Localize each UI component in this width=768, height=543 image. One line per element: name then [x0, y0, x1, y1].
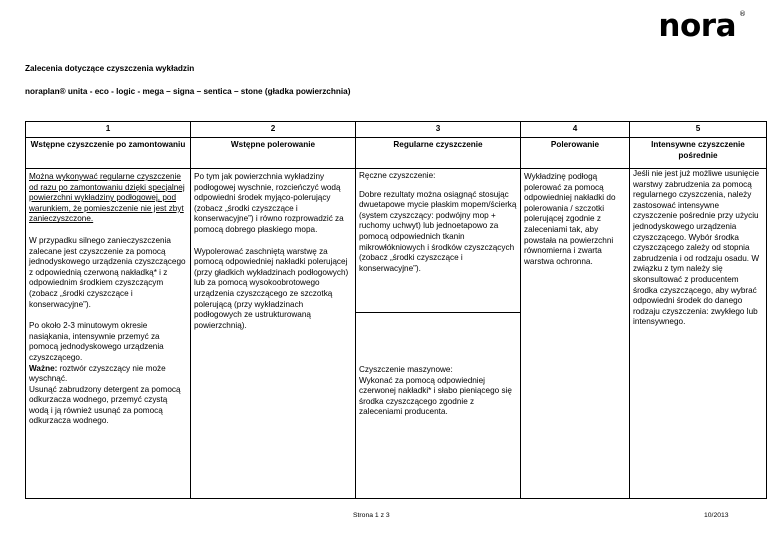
col1-cell: [26, 169, 191, 499]
col4-cell: [521, 169, 630, 499]
cleaning-table: [25, 121, 767, 499]
col2-paragraph: Po tym jak powierzchnia wykładziny podłogowej wyschnie, rozcieńczyć wodą odpowiedni środek myjąco-polerujący (zobacz „środki czyszczące i konserwacyjne”) i równo rozprowadzić za pomocą dobrego płaskiego mopa.: [194, 172, 344, 234]
important-text: roztwór czyszczący nie może wyschnąć.: [29, 363, 166, 384]
col3-machine-cell: [356, 313, 521, 499]
column-header: Regularne czyszczenie: [356, 138, 521, 169]
col1-important: [29, 364, 187, 385]
machine-cleaning-label: Czyszczenie maszynowe:: [359, 365, 453, 374]
manual-cleaning-label: Ręczne czyszczenie:: [359, 171, 436, 180]
document-title: Zalecenia dotyczące czyszczenia wykładzin: [25, 64, 195, 73]
document-date: 10/2013: [704, 512, 729, 519]
column-header: Intensywne czyszczenie pośrednie: [630, 138, 767, 169]
col5-cell: [630, 169, 767, 499]
column-number: 4: [521, 122, 630, 138]
column-header: Wstępne polerowanie: [191, 138, 356, 169]
column-number: 2: [191, 122, 356, 138]
column-number: 1: [26, 122, 191, 138]
important-label: Ważne:: [29, 363, 58, 373]
col1-paragraph: Usunąć zabrudzony detergent za pomocą odkurzacza wodnego, przemyć czystą wodą i ją również usunąć za pomocą odkurzacza wodnego.: [29, 384, 181, 426]
document-subtitle: noraplan® unita - eco - logic - mega – signa – sentica – stone (gładka powierzchnia): [25, 87, 351, 96]
col1-paragraph: Można wykonywać regularne czyszczenie od razu po zamontowaniu dzięki specjalnej powierzchni wykładziny podłogowej, pod warunkiem, że pomieszczenie nie jest zbyt zanieczyszczone.: [29, 172, 185, 224]
col5-paragraph: Jeśli nie jest już możliwe usunięcie warstwy zabrudzenia za pomocą regularnego czyszczenia, należy zastosować intensywne czyszczenie pośrednie przy użyciu jednodyskowego urządzenia czyszczącego. Wybór środka czyszczącego zależy od stopnia zabrudzenia i od rodzaju osadu. W związku z tym należy się skonsultować z producentem środka czyszczącego, aby wybrać odpowiedni środek do danego rodzaju czyszczenia: zwykłego lub intensywnego.: [633, 169, 760, 327]
column-header: Polerowanie: [521, 138, 630, 169]
column-header: Wstępne czyszczenie po zamontowaniu: [26, 138, 191, 169]
col2-paragraph: Wypolerować zaschniętą warstwę za pomocą odpowiedniej nakładki polerującej (przy gładkich wykładzinach podłogowych) lub za pomocą wysokoobrotowego urządzenia czyszczącego ze szczotką polerującą (przy wykładzinach podłogowych ze ustrukturowaną powierzchnią).: [194, 246, 349, 330]
col1-paragraph: Po około 2-3 minutowym okresie nasiąkania, intensywnie przemyć za pomocą jednodyskowego urządzenia czyszczącego.: [29, 321, 164, 362]
column-number: 3: [356, 122, 521, 138]
col4-paragraph: Wykładzinę podłogą polerować za pomocą odpowiedniej nakładki do polerowania / szczotki polerującej zgodnie z zaleceniami tak, aby powstała na powierzchni równomierna i zwarta warstwa ochronna.: [524, 172, 616, 266]
col3-manual-cell: [356, 169, 521, 313]
page-number: Strona 1 z 3: [353, 512, 390, 519]
nora-logo: nora: [658, 8, 736, 44]
column-number: 5: [630, 122, 767, 138]
col1-paragraph: W przypadku silnego zanieczyszczenia zalecane jest czyszczenie za pomocą jednodyskowego urządzenia czyszczącego z odpowiednią czerwoną nakładką* i z odpowiednim środkiem czyszczącym (zobacz „środki czyszczące i konserwacyjne”).: [29, 235, 186, 309]
col2-cell: [191, 169, 356, 499]
machine-cleaning-text: Wykonać za pomocą odpowiedniej czerwonej nakładki* i słabo pieniącego się środka czyszczącego zgodnie z zaleceniami producenta.: [359, 375, 512, 417]
manual-cleaning-text: Dobre rezultaty można osiągnąć stosując dwuetapowe mycie płaskim mopem/ścierką (system czyszczący: podwójny mop + ruchomy uchwyt) lub jednoetapowo za pomocą odpowiednich tkanin mikrowłókniowych i środków czyszczących (zobacz „środki czyszczące i konserwacyjne”).: [359, 189, 517, 273]
registered-mark: ®: [739, 10, 746, 18]
